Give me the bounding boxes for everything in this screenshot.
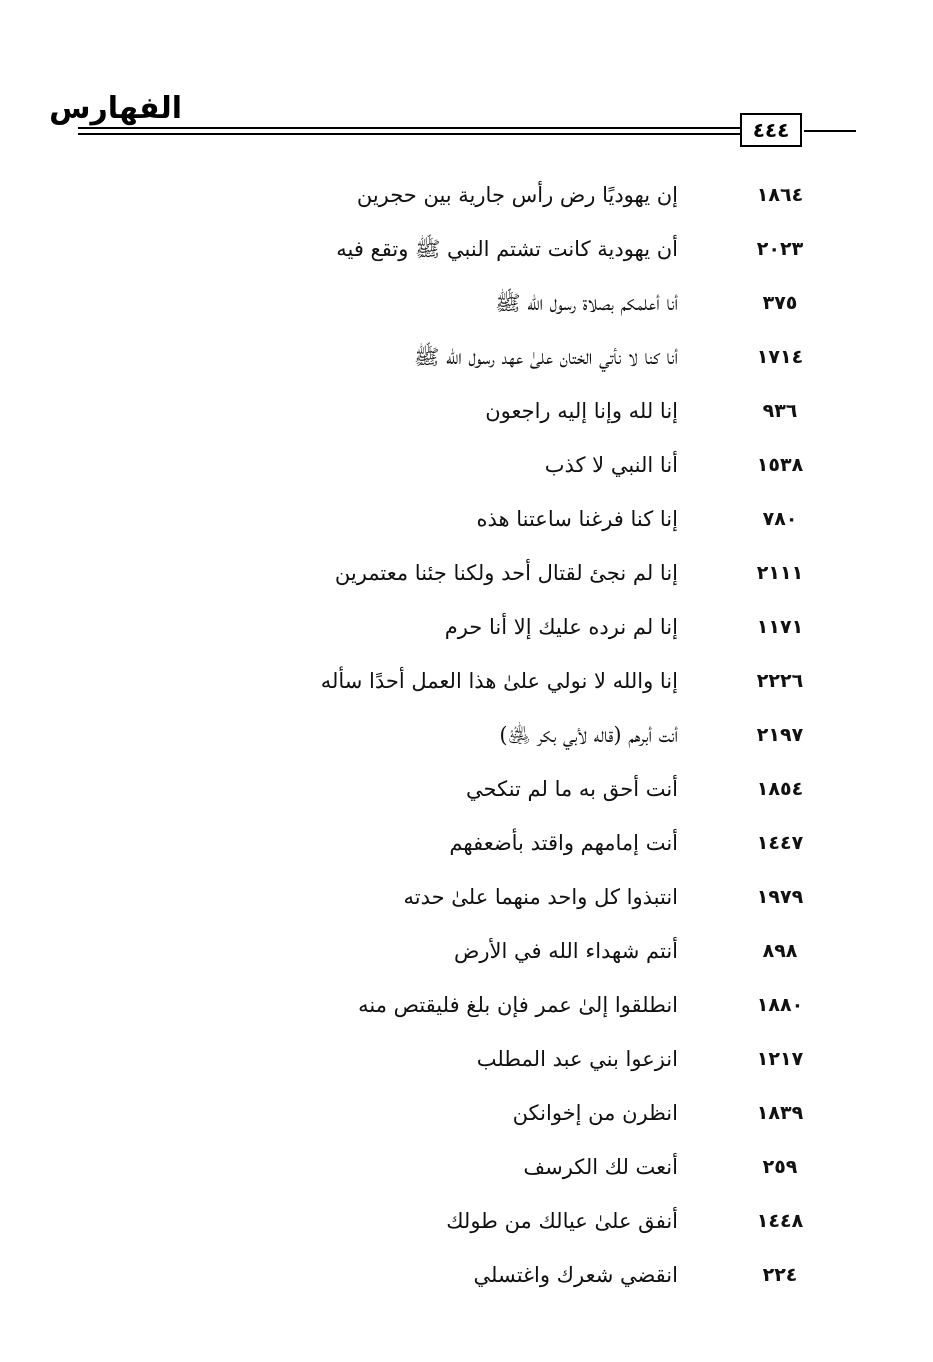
entry-number: ١٨٣٩ xyxy=(756,1102,804,1124)
entry-text: إنا لم نجئ لقتال أحد ولكنا جئنا معتمرين xyxy=(334,561,678,585)
index-entry xyxy=(0,870,933,924)
entry-text: إنا والله لا نولي علىٰ هذا العمل أحدًا سأله xyxy=(320,669,678,693)
index-entry xyxy=(0,1140,933,1194)
index-entry xyxy=(0,1194,933,1248)
index-entry xyxy=(0,816,933,870)
entry-text: أنا كنا لا نأتي الختان علىٰ عهد رسول الله ﷺ xyxy=(413,345,678,369)
index-entry xyxy=(0,1086,933,1140)
index-entry xyxy=(0,1248,933,1302)
entry-number: ١٨٦٤ xyxy=(756,184,804,206)
entry-number: ٩٣٦ xyxy=(762,400,798,422)
index-entry xyxy=(0,276,933,330)
entry-number: ٢١٩٧ xyxy=(756,724,804,746)
entry-text: انتبذوا كل واحد منهما علىٰ حدته xyxy=(403,885,678,909)
entry-text: أنتم شهداء الله في الأرض xyxy=(453,939,678,963)
entry-number: ٢٢٤ xyxy=(762,1264,798,1286)
entry-number: ١٩٧٩ xyxy=(756,886,804,908)
section-title: الفهارس xyxy=(49,91,182,126)
entry-text: أن يهودية كانت تشتم النبي ﷺ وتقع فيه xyxy=(336,237,678,261)
entry-text: انقضي شعرك واغتسلي xyxy=(473,1263,678,1287)
entry-text: أنا أعلمكم بصلاة رسول الله ﷺ xyxy=(495,291,678,315)
entry-number: ٨٩٨ xyxy=(762,940,798,962)
index-entry xyxy=(0,384,933,438)
index-entry xyxy=(0,168,933,222)
index-entry xyxy=(0,762,933,816)
index-entry xyxy=(0,330,933,384)
entry-number: ١١٧١ xyxy=(756,616,804,638)
entry-text: أنت أحق به ما لم تنكحي xyxy=(466,777,678,801)
entry-number: ١٧١٤ xyxy=(756,346,804,368)
index-entry xyxy=(0,924,933,978)
index-list xyxy=(0,168,933,1302)
header-rule-bottom xyxy=(78,133,740,135)
entry-text: انظرن من إخوانكن xyxy=(512,1101,678,1125)
entry-number: ٧٨٠ xyxy=(762,508,798,530)
entry-number: ٢٥٩ xyxy=(762,1156,798,1178)
entry-text: أنعت لك الكرسف xyxy=(523,1155,678,1179)
entry-text: أنت أبرهم (قاله لأبي بكر ﵁) xyxy=(499,723,678,747)
entry-number: ١٥٣٨ xyxy=(756,454,804,476)
entry-number: ١٨٨٠ xyxy=(756,994,804,1016)
header-rule-right xyxy=(804,130,856,132)
header-rule-top xyxy=(78,127,740,129)
entry-number: ١٤٤٧ xyxy=(756,832,804,854)
entry-number: ٢١١١ xyxy=(756,562,804,584)
entry-number: ٢٠٢٣ xyxy=(756,238,804,260)
entry-number: ٣٧٥ xyxy=(762,292,798,314)
entry-text: أنت إمامهم واقتد بأضعفهم xyxy=(449,831,678,855)
entry-text: إنا لم نرده عليك إلا أنا حرم xyxy=(444,615,678,639)
index-entry xyxy=(0,978,933,1032)
entry-text: إن يهوديًا رض رأس جارية بين حجرين xyxy=(356,183,678,207)
index-entry xyxy=(0,708,933,762)
index-entry xyxy=(0,492,933,546)
entry-text: إنا لله وإنا إليه راجعون xyxy=(485,399,678,423)
entry-text: إنا كنا فرغنا ساعتنا هذه xyxy=(476,507,678,531)
entry-number: ١٢١٧ xyxy=(756,1048,804,1070)
entry-text: انزعوا بني عبد المطلب xyxy=(476,1047,678,1071)
entry-number: ١٨٥٤ xyxy=(756,778,804,800)
entry-text: انطلقوا إلىٰ عمر فإن بلغ فليقتص منه xyxy=(358,993,678,1017)
index-entry xyxy=(0,438,933,492)
entry-text: أنا النبي لا كذب xyxy=(544,453,678,477)
index-entry xyxy=(0,222,933,276)
index-entry xyxy=(0,600,933,654)
entry-number: ٢٢٢٦ xyxy=(756,670,804,692)
entry-text: أنفق علىٰ عيالك من طولك xyxy=(446,1209,678,1233)
index-entry xyxy=(0,654,933,708)
entry-number: ١٤٤٨ xyxy=(756,1210,804,1232)
index-entry xyxy=(0,546,933,600)
index-entry xyxy=(0,1032,933,1086)
page-number: ٤٤٤ xyxy=(740,113,802,147)
